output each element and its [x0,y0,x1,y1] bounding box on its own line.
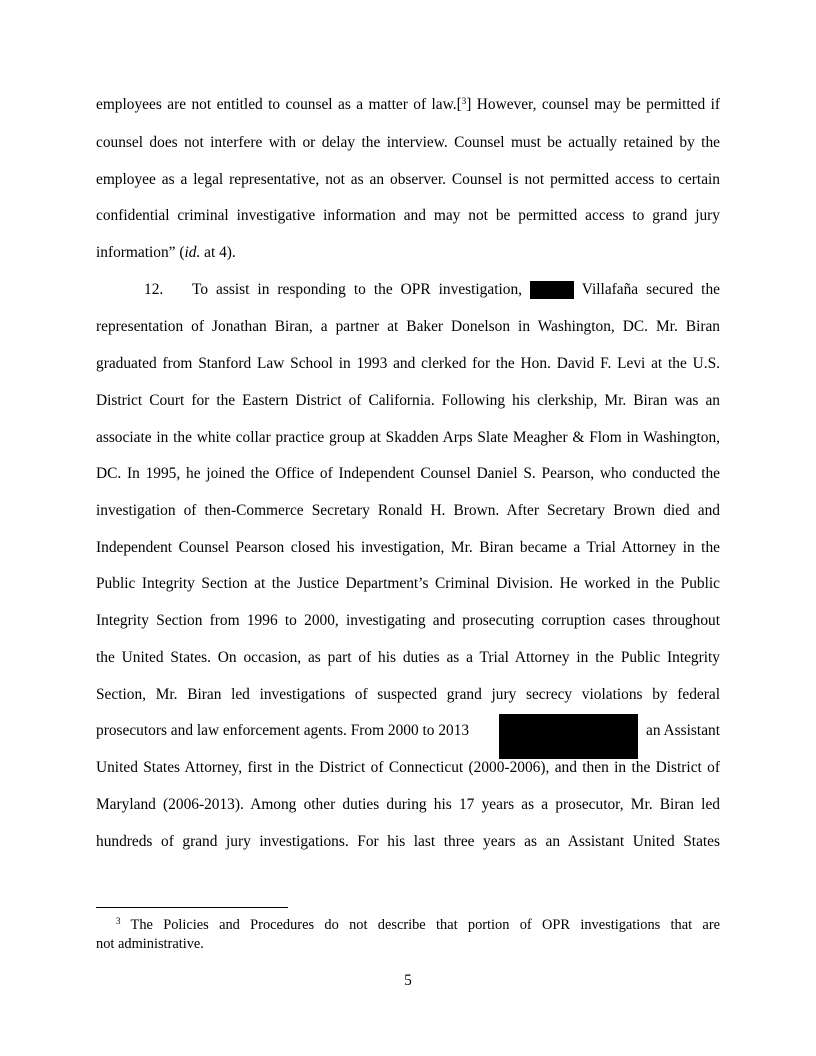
footnote-line-2: not administrative. [96,936,204,952]
citation-italic: id. [184,244,201,261]
body-line-10: associate in the white collar practice group at Skadden Arps Slate Meagher & Flom in Washington, [96,429,720,446]
body-line-17: Section, Mr. Biran led investigations of suspected grand jury secrecy violations by federal [96,686,720,703]
body-line-14: Public Integrity Section at the Justice Department’s Criminal Division. He worked in the Public [96,575,720,592]
body-line-11: DC. In 1995, he joined the Office of Independent Counsel Daniel S. Pearson, who conducted the [96,465,720,482]
footnote-marker: 3 [116,916,121,926]
body-line-5: information” (id. at 4). [96,244,236,261]
body-line-8: graduated from Stanford Law School in 1993 and clerked for the Hon. David F. Levi at the U.S. [96,355,720,372]
redaction-block [499,714,638,759]
footnote-ref[interactable]: 3 [461,96,467,106]
body-line-9: District Court for the Eastern District of California. Following his clerkship, Mr. Biran was an [96,392,720,409]
body-line-1: employees are not entitled to counsel as a matter of law.[$^3$] However, counsel may be permitted if [96,96,720,113]
body-line-2: counsel does not interfere with or delay the interview. Counsel must be actually retained by the [96,134,720,151]
body-line-20: Maryland (2006-2013). Among other duties during his 17 years as a prosecutor, Mr. Biran led [96,796,720,813]
paragraph-12-first-line: 12. To assist in responding to the OPR investigation, Villafaña secured the [144,281,720,298]
body-line-7: representation of Jonathan Biran, a partner at Baker Donelson in Washington, DC. Mr. Biran [96,318,720,335]
body-line-21: hundreds of grand jury investigations. For his last three years as an Assistant United States [96,833,720,850]
body-line-19: United States Attorney, first in the District of Connecticut (2000-2006), and then in the District of [96,759,720,776]
body-line-13: Independent Counsel Pearson closed his investigation, Mr. Biran became a Trial Attorney in the [96,539,720,556]
body-line-3: employee as a legal representative, not as an observer. Counsel is not permitted access to certain [96,171,720,188]
paragraph-number: 12. [144,281,164,298]
redaction-block [530,281,574,299]
body-line-4: confidential criminal investigative information and may not be permitted access to grand jury [96,207,720,224]
body-line-15: Integrity Section from 1996 to 2000, investigating and prosecuting corruption cases throughout [96,612,720,629]
body-line-18-tail: an Assistant [646,722,720,739]
footnote-separator [96,907,288,908]
page-number: 5 [404,972,412,989]
body-line-18: prosecutors and law enforcement agents. From 2000 to 2013 [96,722,470,739]
body-line-12: investigation of then-Commerce Secretary Ronald H. Brown. After Secretary Brown died and [96,502,720,519]
footnote-line-1: $^3$ The Policies and Procedures do not describe that portion of OPR investigations that are [116,916,720,933]
body-line-16: the United States. On occasion, as part of his duties as a Trial Attorney in the Public Integrity [96,649,720,666]
